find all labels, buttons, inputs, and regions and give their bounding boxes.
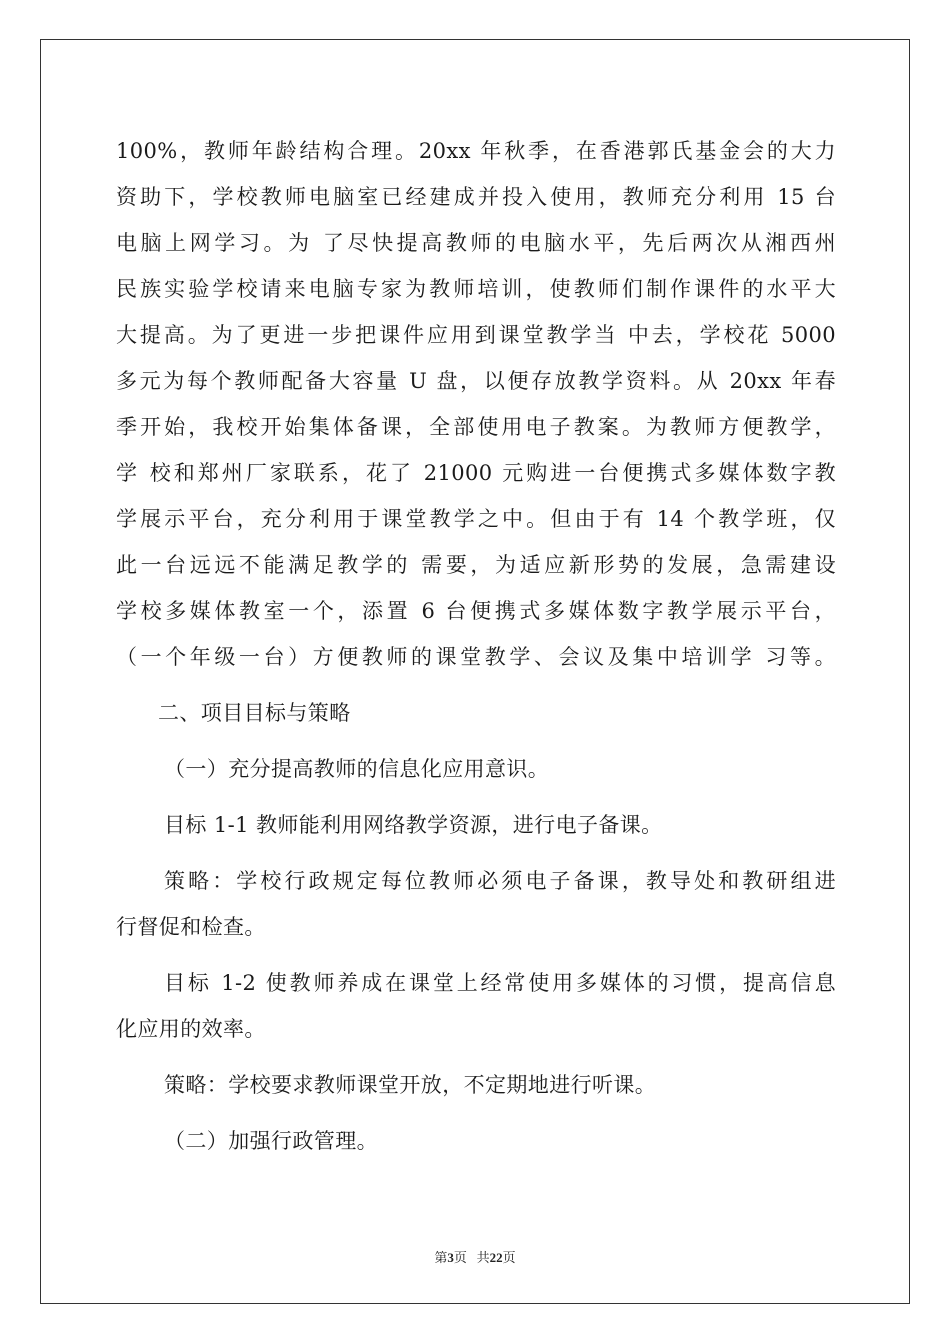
paragraph-line: 此一台远远不能满足教学的 需要，为适应新形势的发展，急需建设 (116, 553, 836, 577)
document-body (116, 128, 836, 1164)
footer-prefix: 第 (434, 1250, 448, 1265)
paragraph-line: 季开始，我校开始集体备课，全部使用电子教案。为教师方便教学， (116, 415, 836, 439)
strategy-text: 策略：学校行政规定每位教师必须电子备课，教导处和教研组进 (164, 869, 836, 893)
total-pages-number: 22 (489, 1250, 503, 1265)
paragraph-line: 学校多媒体教室一个，添置 6 台便携式多媒体数字教学展示平台， (116, 599, 836, 623)
subheading: （二）加强行政管理。 (164, 1129, 378, 1153)
section-heading: 二、项目目标与策略 (158, 701, 351, 725)
paragraph-line: 资助下，学校教师电脑室已经建成并投入使用，教师充分利用 15 台 (116, 185, 836, 209)
paragraph-line: 民族实验学校请来电脑专家为教师培训，使教师们制作课件的水平大 (116, 277, 836, 301)
strategy-text: 策略：学校要求教师课堂开放，不定期地进行听课。 (164, 1073, 657, 1097)
paragraph-line: 学展示平台，充分利用于课堂教学之中。但由于有 14 个教学班，仅 (116, 507, 836, 531)
strategy-text-continued: 行督促和检查。 (116, 915, 266, 939)
footer-middle: 页 共 (453, 1250, 490, 1265)
paragraph-line: 大提高。为了更进一步把课件应用到课堂教学当 中去，学校花 5000 (116, 323, 836, 347)
paragraph-line: 学 校和郑州厂家联系，花了 21000 元购进一台便携式多媒体数字教 (116, 461, 836, 485)
paragraph-line: （一个年级一台）方便教师的课堂教学、会议及集中培训学 习等。 (116, 645, 836, 669)
goal-text: 目标 1-1 教师能利用网络教学资源，进行电子备课。 (164, 813, 663, 837)
subheading: （一）充分提高教师的信息化应用意识。 (164, 757, 550, 781)
paragraph-line: 100%，教师年龄结构合理。20xx 年秋季，在香港郭氏基金会的大力 (116, 139, 836, 163)
current-page-number: 3 (447, 1250, 454, 1265)
paragraph-line: 多元为每个教师配备大容量 U 盘，以便存放教学资料。从 20xx 年春 (116, 369, 836, 393)
paragraph-line: 电脑上网学习。为 了尽快提高教师的电脑水平，先后两次从湘西州 (116, 231, 836, 255)
footer-suffix: 页 (502, 1250, 516, 1265)
goal-text-continued: 化应用的效率。 (116, 1017, 266, 1041)
goal-text: 目标 1-2 使教师养成在课堂上经常使用多媒体的习惯，提高信息 (164, 971, 836, 995)
page-footer (0, 1247, 950, 1266)
